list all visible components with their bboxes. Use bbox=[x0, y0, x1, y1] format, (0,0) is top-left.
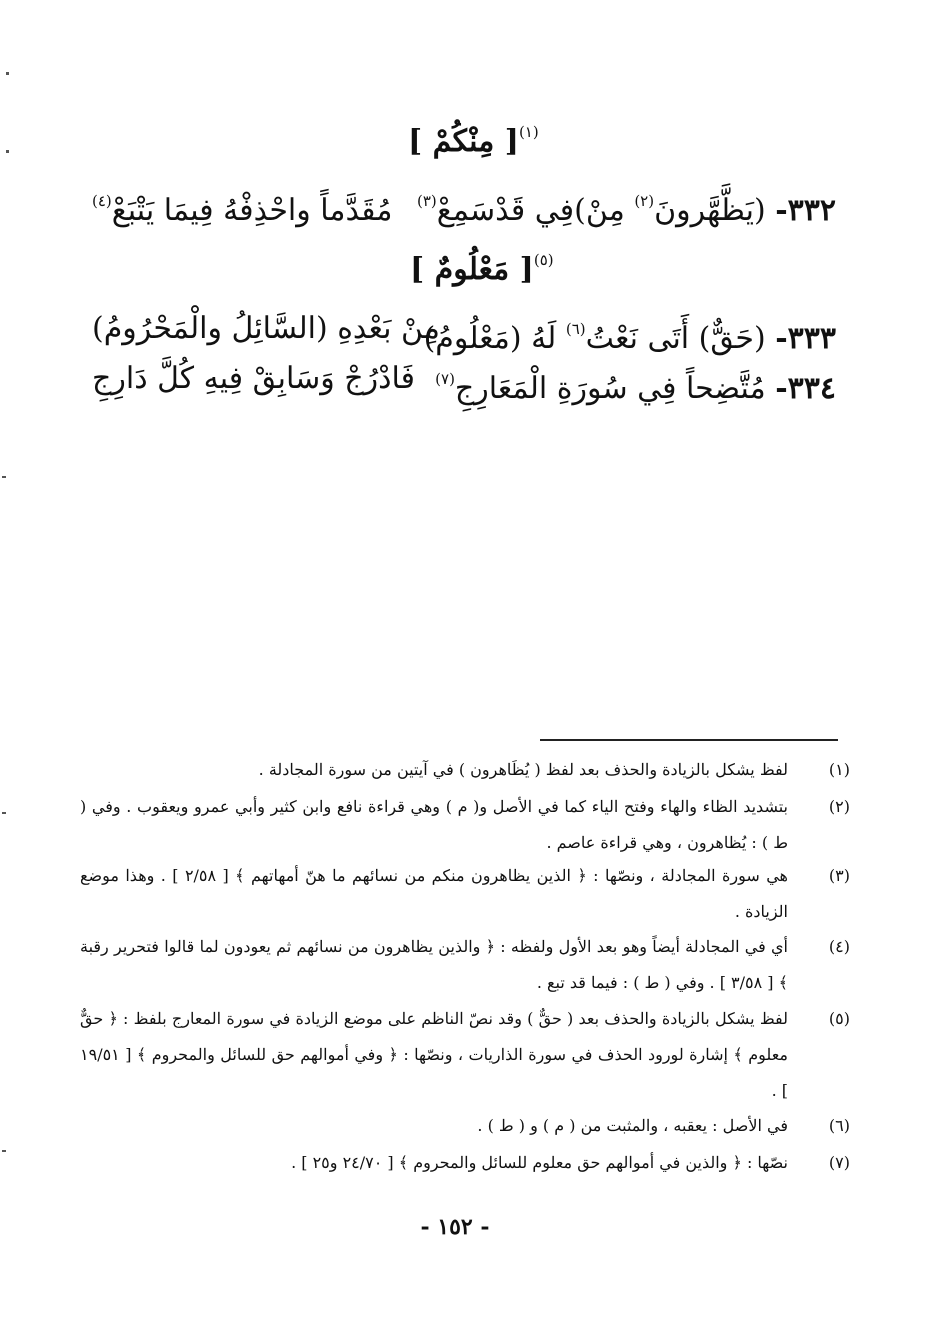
verse-line bbox=[0, 356, 940, 406]
footnote-number: (٥) bbox=[828, 1009, 850, 1028]
verse-second-hemistich bbox=[92, 178, 392, 234]
verse-second-hemistich bbox=[92, 306, 440, 352]
footnote-marker: (٤) bbox=[92, 192, 112, 210]
footnote-text: لفظ يشكل بالزيادة والحذف بعد لفظ ( يُظَاهرون ) في آيتين من سورة المجادلة . bbox=[258, 760, 788, 779]
section-heading bbox=[408, 112, 539, 162]
footnote-text: بتشديد الظاء والهاء وفتح الياء كما في الأصل و( م ) وهي قراءة نافع وابن كثير وأبي عمرو ويعقوب . وفي ( ط ) : يُظاهرون ، وهي قراءة عاصم . bbox=[80, 797, 788, 852]
footnote-number: (٦) bbox=[828, 1116, 850, 1135]
footnote-text: في الأصل : يعقبه ، والمثبت من ( م ) و ( ط ) . bbox=[477, 1116, 788, 1135]
footnote-marker: (٦) bbox=[565, 320, 586, 338]
verse-line bbox=[0, 178, 940, 228]
hemistich-text: مِنْ)فِي قَدْسَمِعْ bbox=[436, 193, 625, 228]
footnote-number: (١) bbox=[828, 760, 850, 779]
footnote bbox=[80, 929, 850, 1001]
hemistich-text: مُتَّضِحاً فِي سُورَةِ الْمَعَارِجِ bbox=[454, 371, 766, 406]
hemistich-text: (يَظَّهَّرونَ bbox=[654, 193, 766, 228]
footnote bbox=[80, 858, 850, 930]
verse-number: ٣٣٤- bbox=[775, 371, 836, 406]
verse-line bbox=[0, 306, 940, 356]
verse-number: ٣٣٣- bbox=[775, 321, 836, 356]
footnote-marker: (٣) bbox=[416, 192, 437, 210]
hemistich-text: لَهُ (مَعْلُومُ) bbox=[423, 321, 557, 356]
footnote-text: هي سورة المجادلة ، ونصّها : ﴿ الذين يظاهرون منكم من نسائهم ما هنّ أمهاتهم ﴾ [ ٢/٥٨ ] . وهذا موضع الزيادة . bbox=[80, 866, 788, 921]
heading-text: [ مِنْكُمْ ] bbox=[408, 124, 519, 159]
hemistich-text: (حَقٌّ) أَتَى نَعْتُ bbox=[585, 321, 766, 356]
footnote-marker: (٥) bbox=[533, 251, 554, 269]
heading-text: [ مَعْلُومٌ ] bbox=[410, 252, 534, 287]
scan-mark bbox=[6, 150, 9, 153]
section-heading bbox=[410, 240, 554, 290]
footnote-text: لفظ يشكل بالزيادة والحذف بعد ( حقٌّ ) وقد نصّ الناظم على موضع الزيادة في سورة المعارج بلفظ : ﴿ حقٌّ معلوم ﴾ إشارة لورود الحذف في سورة الذاريات ، ونصّها : ﴿ وفي أموالهم حق للسائل والمحروم ﴾ [ ١٩/٥١ ] . bbox=[80, 1009, 788, 1100]
hemistich-text: مِنْ بَعْدِهِ (السَّائِلُ والْمَحْرُومُ) bbox=[92, 311, 440, 346]
scan-mark bbox=[2, 476, 6, 478]
footnote-number: (٣) bbox=[828, 866, 850, 885]
verse-number: ٣٣٢- bbox=[775, 193, 836, 228]
footnote-number: (٧) bbox=[828, 1153, 850, 1172]
scan-mark bbox=[2, 1150, 6, 1152]
scan-mark bbox=[2, 812, 6, 814]
page-number: - ١٥٢ - bbox=[420, 1214, 490, 1240]
footnote-number: (٤) bbox=[828, 937, 850, 956]
footnote bbox=[80, 1108, 850, 1144]
footnote bbox=[80, 1145, 850, 1181]
footnote-text: أي في المجادلة أيضاً وهو بعد الأول ولفظه : ﴿ والذين يظاهرون من نسائهم ثم يعودون لما قالوا فتحرير رقبة ﴾ [ ٣/٥٨ ] . وفي ( ط ) : فيما قد تبع . bbox=[80, 937, 788, 992]
hemistich-text: فَادْرُجْ وَسَابِقْ فِيهِ كُلَّ دَارِجِ bbox=[92, 361, 415, 396]
footnote bbox=[80, 752, 850, 788]
hemistich-text: مُقَدَّماً واحْذِفْهُ فِيمَا يَتْبَعْ bbox=[111, 193, 393, 228]
scan-mark bbox=[6, 72, 9, 75]
footnote-marker: (١) bbox=[518, 123, 539, 141]
footnote-text: نصّها : ﴿ والذين في أموالهم حق معلوم للسائل والمحروم ﴾ [ ٢٤/٧٠ و٢٥ ] . bbox=[291, 1153, 788, 1172]
footnote-marker: (٧) bbox=[435, 370, 455, 388]
footnote bbox=[80, 1001, 850, 1109]
footnote-number: (٢) bbox=[828, 797, 850, 816]
verse-first-hemistich bbox=[424, 306, 836, 362]
verse-first-hemistich bbox=[435, 356, 836, 412]
verse-second-hemistich bbox=[92, 356, 415, 402]
footnote-marker: (٢) bbox=[634, 192, 655, 210]
footnote bbox=[80, 789, 850, 861]
footnote-separator bbox=[540, 739, 838, 741]
verse-first-hemistich bbox=[417, 178, 836, 234]
